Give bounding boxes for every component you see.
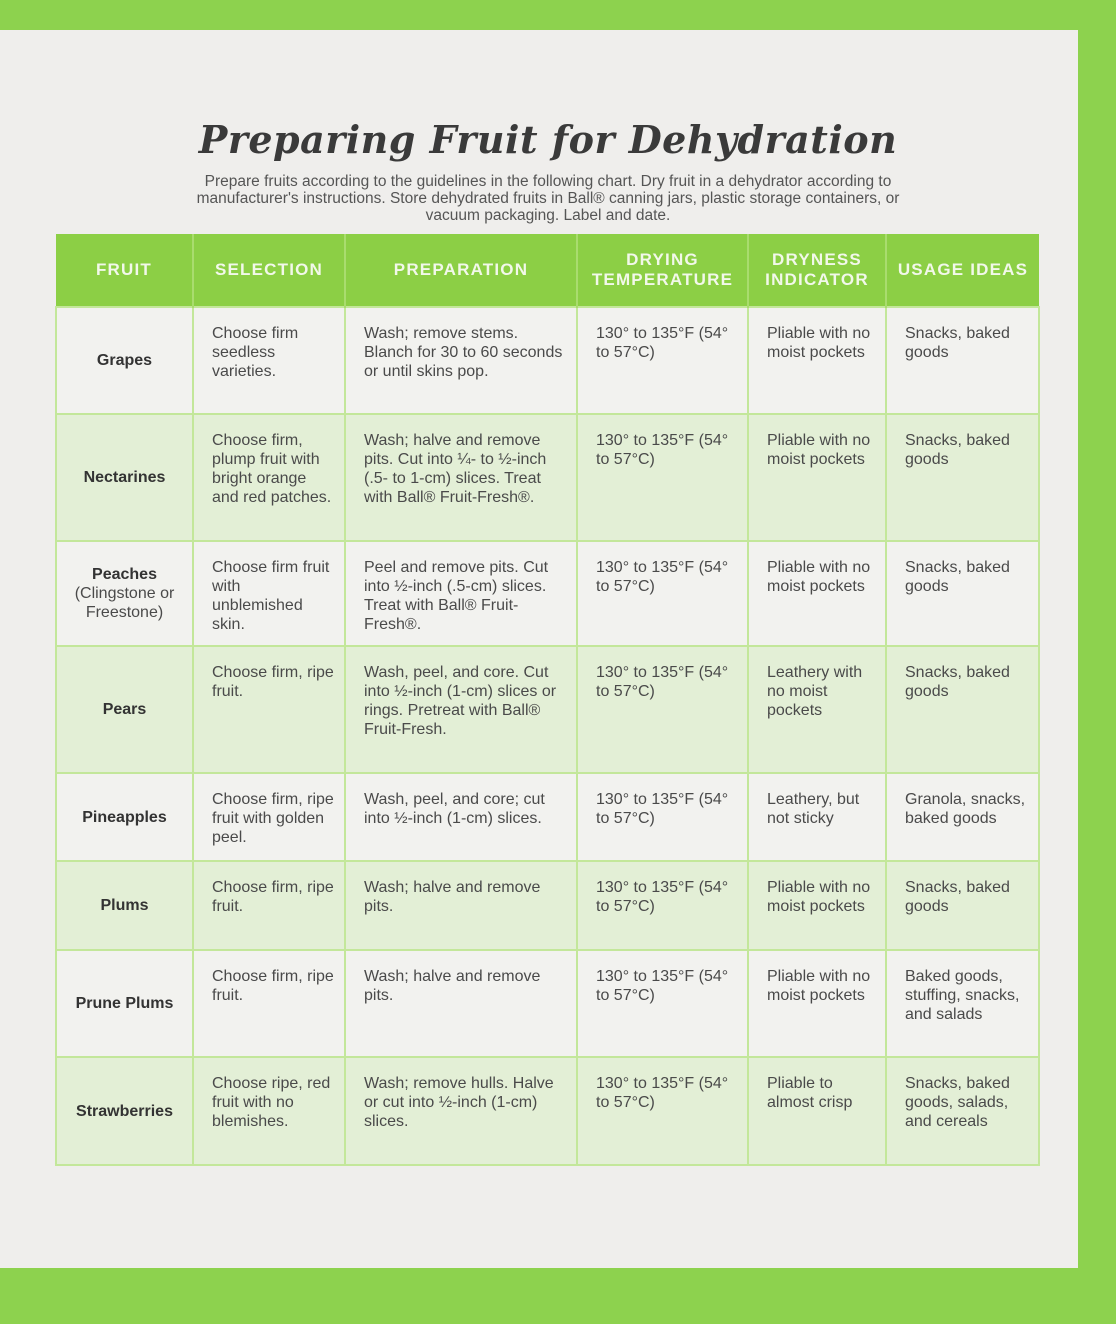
usage-cell: Snacks, baked goods — [886, 414, 1039, 541]
preparation-cell: Wash; halve and remove pits. — [345, 861, 577, 950]
fruit-name: Strawberries — [76, 1102, 173, 1120]
dryness-cell: Leathery, but not sticky — [748, 773, 886, 861]
table-row — [56, 773, 1039, 861]
fruit-name: Pears — [102, 701, 147, 718]
selection-cell: Choose firm, ripe fruit with golden peel. — [193, 773, 345, 861]
dryness-cell: Pliable with no moist pockets — [748, 861, 886, 950]
dryness-cell: Pliable with no moist pockets — [748, 414, 886, 541]
usage-cell: Snacks, baked goods — [886, 646, 1039, 773]
table-header-row — [56, 234, 1039, 307]
fruit-cell — [56, 414, 193, 541]
temperature-cell: 130° to 135°F (54° to 57°C) — [577, 646, 748, 773]
preparation-cell: Wash, peel, and core. Cut into ½-inch (1-cm) slices or rings. Pretreat with Ball® Fruit-Fresh. — [345, 646, 577, 773]
fruit-cell — [56, 307, 193, 414]
temperature-cell: 130° to 135°F (54° to 57°C) — [577, 414, 748, 541]
header-selection: SELECTION — [193, 234, 345, 307]
table-row — [56, 307, 1039, 414]
selection-cell: Choose firm, plump fruit with bright orange and red patches. — [193, 414, 345, 541]
fruit-cell — [56, 950, 193, 1057]
table-row — [56, 861, 1039, 950]
fruit-dehydration-table — [55, 234, 1040, 1166]
header-dryness-indicator: DRYNESS INDICATOR — [748, 234, 886, 307]
table-row — [56, 646, 1039, 773]
selection-cell: Choose firm, ripe fruit. — [193, 646, 345, 773]
table-row — [56, 414, 1039, 541]
fruit-name: Nectarines — [83, 469, 166, 486]
dryness-cell: Pliable with no moist pockets — [748, 541, 886, 646]
fruit-variety-note: (Clingstone or Freestone) — [74, 585, 175, 621]
fruit-name: Plums — [100, 897, 149, 914]
usage-cell: Granola, snacks, baked goods — [886, 773, 1039, 861]
temperature-cell: 130° to 135°F (54° to 57°C) — [577, 307, 748, 414]
table-row — [56, 1057, 1039, 1165]
temperature-cell: 130° to 135°F (54° to 57°C) — [577, 950, 748, 1057]
temperature-cell: 130° to 135°F (54° to 57°C) — [577, 1057, 748, 1165]
fruit-cell — [56, 773, 193, 861]
fruit-name: Prune Plums — [75, 995, 174, 1012]
preparation-cell: Peel and remove pits. Cut into ½-inch (.5-cm) slices. Treat with Ball® Fruit-Fresh®. — [345, 541, 577, 646]
selection-cell: Choose firm, ripe fruit. — [193, 950, 345, 1057]
usage-cell: Snacks, baked goods — [886, 307, 1039, 414]
header-fruit: FRUIT — [56, 234, 193, 307]
fruit-cell — [56, 861, 193, 950]
fruit-name: Peaches — [92, 566, 157, 583]
selection-cell: Choose ripe, red fruit with no blemishes. — [193, 1057, 345, 1165]
header-preparation: PREPARATION — [345, 234, 577, 307]
usage-cell: Baked goods, stuffing, snacks, and salads — [886, 950, 1039, 1057]
temperature-cell: 130° to 135°F (54° to 57°C) — [577, 541, 748, 646]
temperature-cell: 130° to 135°F (54° to 57°C) — [577, 861, 748, 950]
header-drying-temperature: DRYING TEMPERATURE — [577, 234, 748, 307]
temperature-cell: 130° to 135°F (54° to 57°C) — [577, 773, 748, 861]
preparation-cell: Wash, peel, and core; cut into ½-inch (1-cm) slices. — [345, 773, 577, 861]
fruit-name: Pineapples — [82, 808, 167, 826]
fruit-cell — [56, 1057, 193, 1165]
page-title: Preparing Fruit for Dehydration — [198, 117, 898, 163]
fruit-cell — [56, 646, 193, 773]
dryness-cell: Pliable with no moist pockets — [748, 307, 886, 414]
preparation-cell: Wash; remove hulls. Halve or cut into ½-inch (1-cm) slices. — [345, 1057, 577, 1165]
header-usage-ideas: USAGE IDEAS — [886, 234, 1039, 307]
preparation-cell: Wash; halve and remove pits. Cut into ¼- to ½-inch (.5- to 1-cm) slices. Treat with Ball® Fruit-Fresh®. — [345, 414, 577, 541]
selection-cell: Choose firm fruit with unblemished skin. — [193, 541, 345, 646]
fruit-cell — [56, 541, 193, 646]
table-row — [56, 541, 1039, 646]
dryness-cell: Pliable with no moist pockets — [748, 950, 886, 1057]
selection-cell: Choose firm seedless varieties. — [193, 307, 345, 414]
usage-cell: Snacks, baked goods, salads, and cereals — [886, 1057, 1039, 1165]
usage-cell: Snacks, baked goods — [886, 861, 1039, 950]
preparation-cell: Wash; halve and remove pits. — [345, 950, 577, 1057]
intro-paragraph: Prepare fruits according to the guidelines in the following chart. Dry fruit in a dehydrator according to manufacturer's instructions. Store dehydrated fruits in Ball® canning jars, plastic storage containers, or vacuum packaging. Label and date. — [196, 172, 900, 224]
dryness-cell: Leathery with no moist pockets — [748, 646, 886, 773]
selection-cell: Choose firm, ripe fruit. — [193, 861, 345, 950]
table-row — [56, 950, 1039, 1057]
usage-cell: Snacks, baked goods — [886, 541, 1039, 646]
dryness-cell: Pliable to almost crisp — [748, 1057, 886, 1165]
preparation-cell: Wash; remove stems. Blanch for 30 to 60 seconds or until skins pop. — [345, 307, 577, 414]
fruit-name: Grapes — [96, 352, 153, 369]
